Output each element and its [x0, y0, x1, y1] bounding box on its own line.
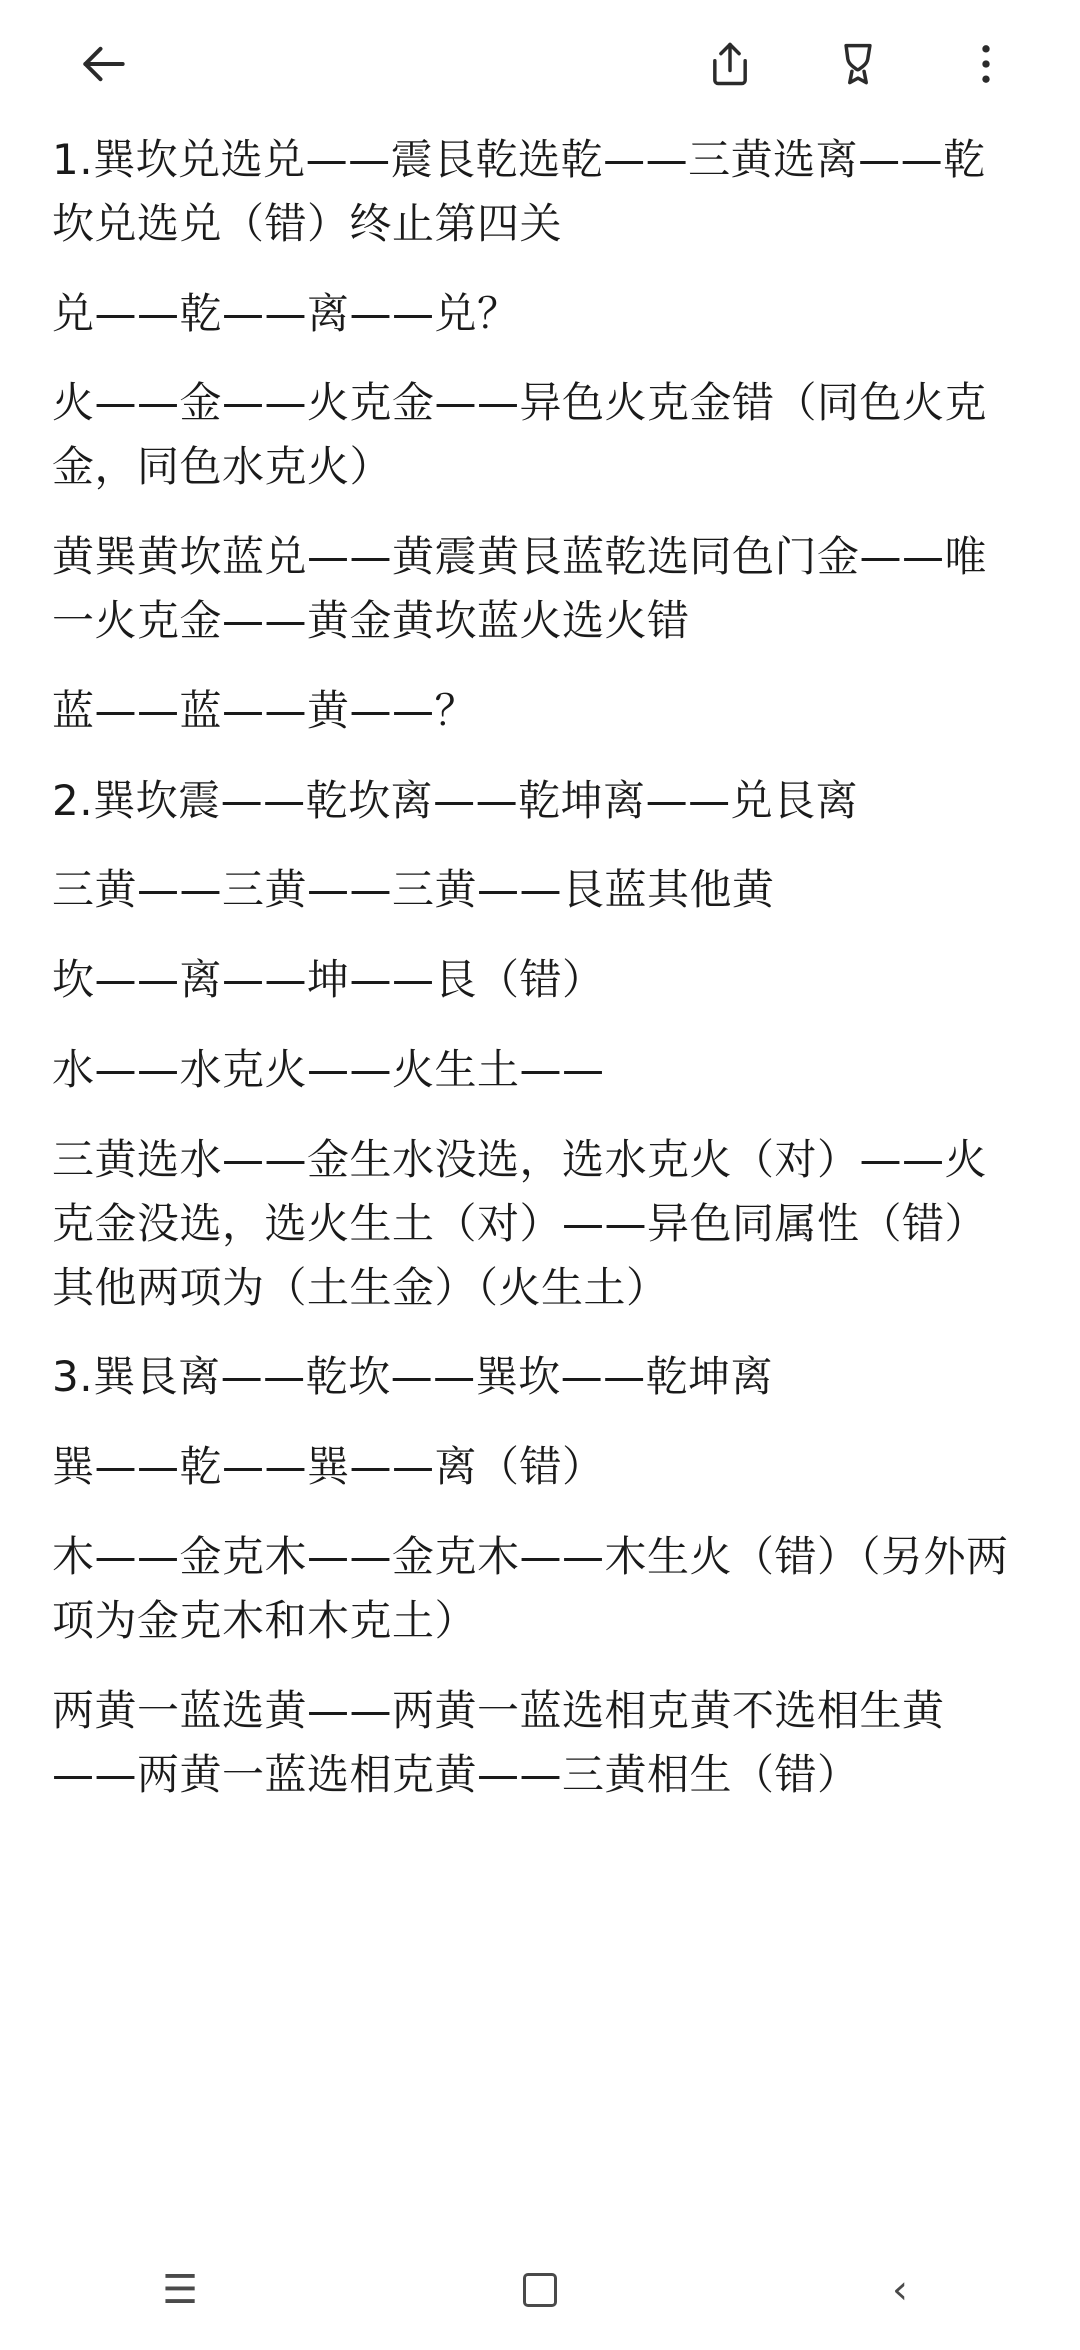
more-options-icon[interactable]	[944, 22, 1028, 106]
paragraph: 水——水克火——火生土——	[52, 1045, 605, 1095]
back-button[interactable]	[810, 2230, 990, 2350]
home-icon	[523, 2273, 557, 2307]
system-navigation-bar	[0, 2230, 1080, 2350]
paragraph: 火——金——火克金——异色火克金错（同色火克金，同色水克火）	[52, 378, 988, 492]
home-button[interactable]	[450, 2230, 630, 2350]
paragraph: 木——金克木——金克木——木生火（错）（另外两项为金克木和木克土）	[52, 1532, 1009, 1645]
paragraph: 蓝——蓝——黄——？	[52, 685, 478, 735]
paragraph: 两黄一蓝选黄——两黄一蓝选相克黄不选相生黄——两黄一蓝选相克黄——三黄相生（错）	[52, 1685, 945, 1799]
back-chevron-icon: ‹	[892, 2267, 908, 2313]
paragraph: 兑——乾——离——兑？	[52, 288, 520, 338]
paragraph: 巽——乾——巽——离（错）	[52, 1442, 605, 1492]
back-arrow-icon[interactable]	[62, 22, 146, 106]
paragraph: 三黄选水——金生水没选，选水克火（对）——火克金没选，选火生土（对）——异色同属性（错）其他两项为（土生金）（火生土）	[52, 1134, 988, 1312]
paragraph: 黄巽黄坎蓝兑——黄震黄艮蓝乾选同色门金——唯一火克金——黄金黄坎蓝火选火错	[52, 532, 988, 645]
paragraph: 三黄——三黄——三黄——艮蓝其他黄	[52, 865, 775, 915]
recents-button[interactable]	[90, 2230, 270, 2350]
recents-icon: ☰	[162, 2267, 198, 2313]
paragraph: 3.巽艮离——乾坎——巽坎——乾坤离	[52, 1352, 774, 1402]
top-toolbar	[0, 0, 1080, 128]
bookmark-icon[interactable]	[816, 22, 900, 106]
paragraph: 坎——离——坤——艮（错）	[52, 955, 605, 1005]
article-body	[0, 128, 1080, 1806]
paragraph: 2.巽坎震——乾坎离——乾坤离——兑艮离	[52, 775, 859, 825]
paragraph: 1.巽坎兑选兑——震艮乾选乾——三黄选离——乾坎兑选兑（错）终止第四关	[52, 135, 986, 248]
share-icon[interactable]	[688, 22, 772, 106]
